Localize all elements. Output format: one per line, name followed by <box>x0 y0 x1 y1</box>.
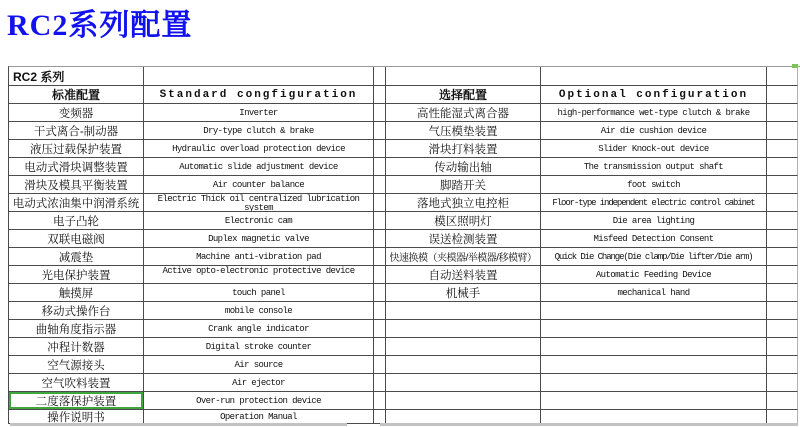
selection-corner-mark <box>792 64 798 68</box>
cell-end[interactable] <box>767 302 798 320</box>
cell-gap[interactable] <box>374 320 386 338</box>
cell-std-en[interactable]: Hydraulic overload protection device <box>144 140 374 158</box>
cell-std-en[interactable]: Crank angle indicator <box>144 320 374 338</box>
cell-std-en[interactable]: Air source <box>144 356 374 374</box>
cell-opt-cn[interactable] <box>386 320 541 338</box>
cell-opt-cn[interactable]: 机械手 <box>386 284 541 302</box>
cell-gap[interactable] <box>374 356 386 374</box>
cell-end[interactable] <box>767 67 798 86</box>
cell-gap[interactable] <box>374 302 386 320</box>
cell-gap[interactable] <box>374 266 386 284</box>
cell-opt-cn[interactable]: 快速换模（夹模器/举模器/移模臂） <box>386 248 541 266</box>
cell-opt-en[interactable]: Misfeed Detection Consent <box>541 230 767 248</box>
cell-std-cn[interactable]: 光电保护装置 <box>9 266 144 284</box>
cell-gap[interactable] <box>374 284 386 302</box>
cell-opt-en[interactable] <box>541 338 767 356</box>
cell-opt-cn[interactable] <box>386 338 541 356</box>
cell-gap[interactable] <box>374 212 386 230</box>
cell-opt-en[interactable]: Slider Knock-out device <box>541 140 767 158</box>
cell-gap[interactable] <box>374 194 386 212</box>
cell-std-cn[interactable]: 电动式浓油集中润滑系统 <box>9 194 144 212</box>
cell-std-en[interactable]: Air counter balance <box>144 176 374 194</box>
cell-std-cn[interactable]: 电子凸轮 <box>9 212 144 230</box>
cell-opt-cn[interactable] <box>386 356 541 374</box>
cell-std-cn[interactable]: 滑块及模具平衡装置 <box>9 176 144 194</box>
cell-opt-en[interactable] <box>541 410 767 424</box>
cell-std-en[interactable]: Digital stroke counter <box>144 338 374 356</box>
cell-opt-en[interactable] <box>541 374 767 392</box>
cell-opt-en[interactable] <box>541 320 767 338</box>
cell-std-en[interactable]: Operation Manual <box>144 410 374 424</box>
cell-opt-en[interactable] <box>541 302 767 320</box>
cell-opt-cn[interactable]: 误送检测装置 <box>386 230 541 248</box>
cell-std-en[interactable]: Duplex magnetic valve <box>144 230 374 248</box>
cell-opt-en[interactable] <box>541 356 767 374</box>
cell-std-en[interactable]: Machine anti-vibration pad <box>144 248 374 266</box>
cell-end[interactable] <box>767 284 798 302</box>
cell-std-cn[interactable]: 冲程计数器 <box>9 338 144 356</box>
cell-opt-cn[interactable] <box>386 302 541 320</box>
cell-opt-en[interactable]: foot switch <box>541 176 767 194</box>
cell-std-cn[interactable]: 二度落保护装置 <box>9 392 144 410</box>
cell-opt-cn[interactable] <box>386 410 541 424</box>
cell-empty[interactable] <box>386 67 541 86</box>
cell-std-cn[interactable]: 操作说明书 <box>9 410 144 424</box>
cell-opt-cn[interactable]: 模区照明灯 <box>386 212 541 230</box>
cell-std-cn[interactable]: 双联电磁阀 <box>9 230 144 248</box>
cell-end[interactable] <box>767 356 798 374</box>
header-standard-cn[interactable]: 标准配置 <box>9 86 144 104</box>
cell-opt-en[interactable]: Floor-type independent electric control cabinet <box>541 194 767 212</box>
cell-end[interactable] <box>767 194 798 212</box>
cell-end[interactable] <box>767 122 798 140</box>
cell-gap[interactable] <box>374 67 386 86</box>
header-standard-en[interactable]: Standard congfiguration <box>144 86 374 104</box>
cell-opt-cn[interactable]: 落地式独立电控柜 <box>386 194 541 212</box>
cell-end[interactable] <box>767 338 798 356</box>
cell-std-en[interactable]: Electric Thick oil centralized lubrication system <box>144 194 374 212</box>
cell-end[interactable] <box>767 104 798 122</box>
cell-opt-cn[interactable]: 传动输出轴 <box>386 158 541 176</box>
cell-end[interactable] <box>767 410 798 424</box>
cell-opt-cn[interactable]: 自动送料装置 <box>386 266 541 284</box>
cell-std-en[interactable]: Over-run protection device <box>144 392 374 410</box>
cell-opt-en[interactable]: Quick Die Change(Die clamp/Die lifter/Die arm) <box>541 248 767 266</box>
cell-end[interactable] <box>767 320 798 338</box>
cell-opt-cn[interactable]: 滑块打料装置 <box>386 140 541 158</box>
cell-end[interactable] <box>767 374 798 392</box>
cell-gap[interactable] <box>374 86 386 104</box>
cell-opt-en[interactable]: mechanical hand <box>541 284 767 302</box>
cell-end[interactable] <box>767 176 798 194</box>
cell-std-en[interactable]: Inverter <box>144 104 374 122</box>
header-optional-cn[interactable]: 选择配置 <box>386 86 541 104</box>
cell-empty[interactable] <box>541 67 767 86</box>
cell-opt-cn[interactable] <box>386 374 541 392</box>
cell-opt-en[interactable]: high-performance wet-type clutch & brake <box>541 104 767 122</box>
cell-opt-cn[interactable]: 气压模垫装置 <box>386 122 541 140</box>
cell-opt-en[interactable]: The transmission output shaft <box>541 158 767 176</box>
cell-std-cn[interactable]: 空气吹料装置 <box>9 374 144 392</box>
cell-gap[interactable] <box>374 176 386 194</box>
config-table <box>8 66 800 424</box>
cell-std-cn[interactable]: 移动式操作台 <box>9 302 144 320</box>
cell-std-cn[interactable]: 液压过载保护装置 <box>9 140 144 158</box>
cell-end[interactable] <box>767 86 798 104</box>
page-title: RC2系列配置 <box>7 9 193 42</box>
cell-gap[interactable] <box>374 374 386 392</box>
cell-end[interactable] <box>767 158 798 176</box>
cell-end[interactable] <box>767 266 798 284</box>
cell-end[interactable] <box>767 230 798 248</box>
cell-end[interactable] <box>767 392 798 410</box>
cell-opt-en[interactable]: Die area lighting <box>541 212 767 230</box>
cell-empty[interactable] <box>144 67 374 86</box>
cell-std-cn[interactable]: 电动式滑块调整装置 <box>9 158 144 176</box>
cell-std-en[interactable]: Active opto-electronic protective device <box>144 266 374 284</box>
screenshot-edge-shadow-left <box>10 423 347 426</box>
cell-gap[interactable] <box>374 392 386 410</box>
header-optional-en[interactable]: Optional configuration <box>541 86 767 104</box>
cell-gap[interactable] <box>374 248 386 266</box>
cell-gap[interactable] <box>374 410 386 424</box>
cell-opt-en[interactable]: Automatic Feeding Device <box>541 266 767 284</box>
cell-std-en[interactable]: Air ejector <box>144 374 374 392</box>
cell-gap[interactable] <box>374 104 386 122</box>
cell-gap[interactable] <box>374 140 386 158</box>
cell-std-en[interactable]: Dry-type clutch & brake <box>144 122 374 140</box>
cell-std-en[interactable]: mobile console <box>144 302 374 320</box>
cell-opt-en[interactable] <box>541 392 767 410</box>
cell-gap[interactable] <box>374 230 386 248</box>
cell-std-cn[interactable]: 干式离合-制动器 <box>9 122 144 140</box>
cell-opt-cn[interactable]: 脚踏开关 <box>386 176 541 194</box>
cell-gap[interactable] <box>374 338 386 356</box>
cell-opt-cn[interactable] <box>386 392 541 410</box>
cell-end[interactable] <box>767 140 798 158</box>
screenshot-edge-shadow-right <box>380 423 798 426</box>
cell-std-en[interactable]: Electronic cam <box>144 212 374 230</box>
cell-end[interactable] <box>767 212 798 230</box>
cell-std-cn[interactable]: 曲轴角度指示器 <box>9 320 144 338</box>
cell-std-en[interactable]: touch panel <box>144 284 374 302</box>
cell-end[interactable] <box>767 248 798 266</box>
cell-std-cn[interactable]: 减震垫 <box>9 248 144 266</box>
cell-std-cn[interactable]: 触摸屏 <box>9 284 144 302</box>
cell-std-cn[interactable]: 空气源接头 <box>9 356 144 374</box>
cell-opt-en[interactable]: Air die cushion device <box>541 122 767 140</box>
cell-std-cn[interactable]: 变频器 <box>9 104 144 122</box>
cell-series-label[interactable]: RC2 系列 <box>9 67 144 86</box>
cell-std-en[interactable]: Automatic slide adjustment device <box>144 158 374 176</box>
cell-opt-cn[interactable]: 高性能湿式离合器 <box>386 104 541 122</box>
cell-gap[interactable] <box>374 122 386 140</box>
cell-gap[interactable] <box>374 158 386 176</box>
